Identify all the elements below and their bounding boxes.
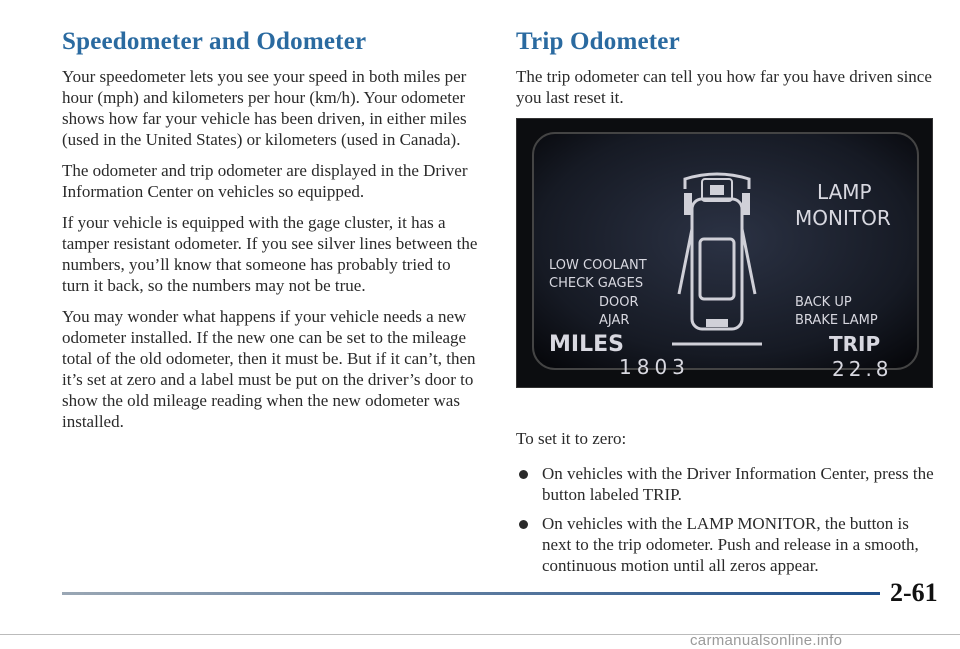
bullet-icon: [519, 470, 528, 479]
bullet-icon: [519, 520, 528, 529]
speedometer-paragraph-2: The odometer and trip odometer are displayed in the Driver Information Center on vehicles so equipped.: [62, 161, 468, 201]
speedometer-paragraph-4: You may wonder what happens if your vehicle needs a new odometer installed. If the new one can be set to the mileage total of the old odometer, then it must be. But if it can’t, then it’s set at zero and a label must be put on the driver’s door to show the old mileage reading when the new odometer was installed.: [62, 307, 476, 431]
list-item: [516, 463, 936, 505]
miles-label: MILES: [549, 332, 624, 357]
right-door-lamp: [742, 193, 750, 215]
back-up-label: BACK UP: [795, 295, 852, 310]
speedometer-paragraph-1: Your speedometer lets you see your speed in both miles per hour (mph) and kilometers per hour (km/h). Your odometer shows how far your vehicle has been driven, in either miles (used in the United States) or kilometers (used in Canada).: [62, 67, 467, 149]
rear-lamp: [706, 319, 728, 327]
trip-reading: 22.8: [832, 357, 893, 381]
trip-odometer-heading: Trip Odometer: [516, 28, 680, 55]
watermark: carmanualsonline.info: [690, 632, 843, 649]
right-column: [516, 28, 936, 118]
brake-lamp-label: BRAKE LAMP: [795, 313, 878, 328]
instrument-display-svg: [517, 119, 932, 387]
left-door-lamp: [684, 193, 692, 215]
miles-reading: 1803: [619, 355, 690, 379]
check-gages-label: CHECK GAGES: [549, 276, 644, 291]
door-label: DOOR: [599, 295, 639, 310]
lamp-label: LAMP: [817, 180, 872, 204]
trip-odometer-intro: The trip odometer can tell you how far you have driven since you last reset it.: [516, 67, 932, 107]
reset-instructions: [516, 428, 936, 584]
list-item: [516, 513, 936, 576]
bullet-text-dic: On vehicles with the Driver Information Center, press the button labeled TRIP.: [542, 464, 934, 504]
trip-label: TRIP: [829, 332, 881, 356]
page-number: 2-61: [890, 578, 938, 607]
reset-intro: To set it to zero:: [516, 429, 627, 448]
speedometer-heading: Speedometer and Odometer: [62, 28, 367, 55]
footer-divider: [62, 592, 880, 595]
driver-information-center-illustration: [516, 118, 933, 388]
bullet-text-lamp-monitor: On vehicles with the LAMP MONITOR, the button is next to the trip odometer. Push and release in a smooth, continuous motion until all zeros appear.: [542, 514, 919, 575]
monitor-label: MONITOR: [795, 206, 891, 230]
ajar-label: AJAR: [599, 313, 630, 328]
low-coolant-label: LOW COOLANT: [549, 258, 647, 273]
left-column: [62, 28, 482, 442]
speedometer-paragraph-3: If your vehicle is equipped with the gage cluster, it has a tamper resistant odometer. If you see silver lines between the numbers, you’ll know that someone has probably tried to turn it back, so the numbers may not be true.: [62, 213, 478, 295]
